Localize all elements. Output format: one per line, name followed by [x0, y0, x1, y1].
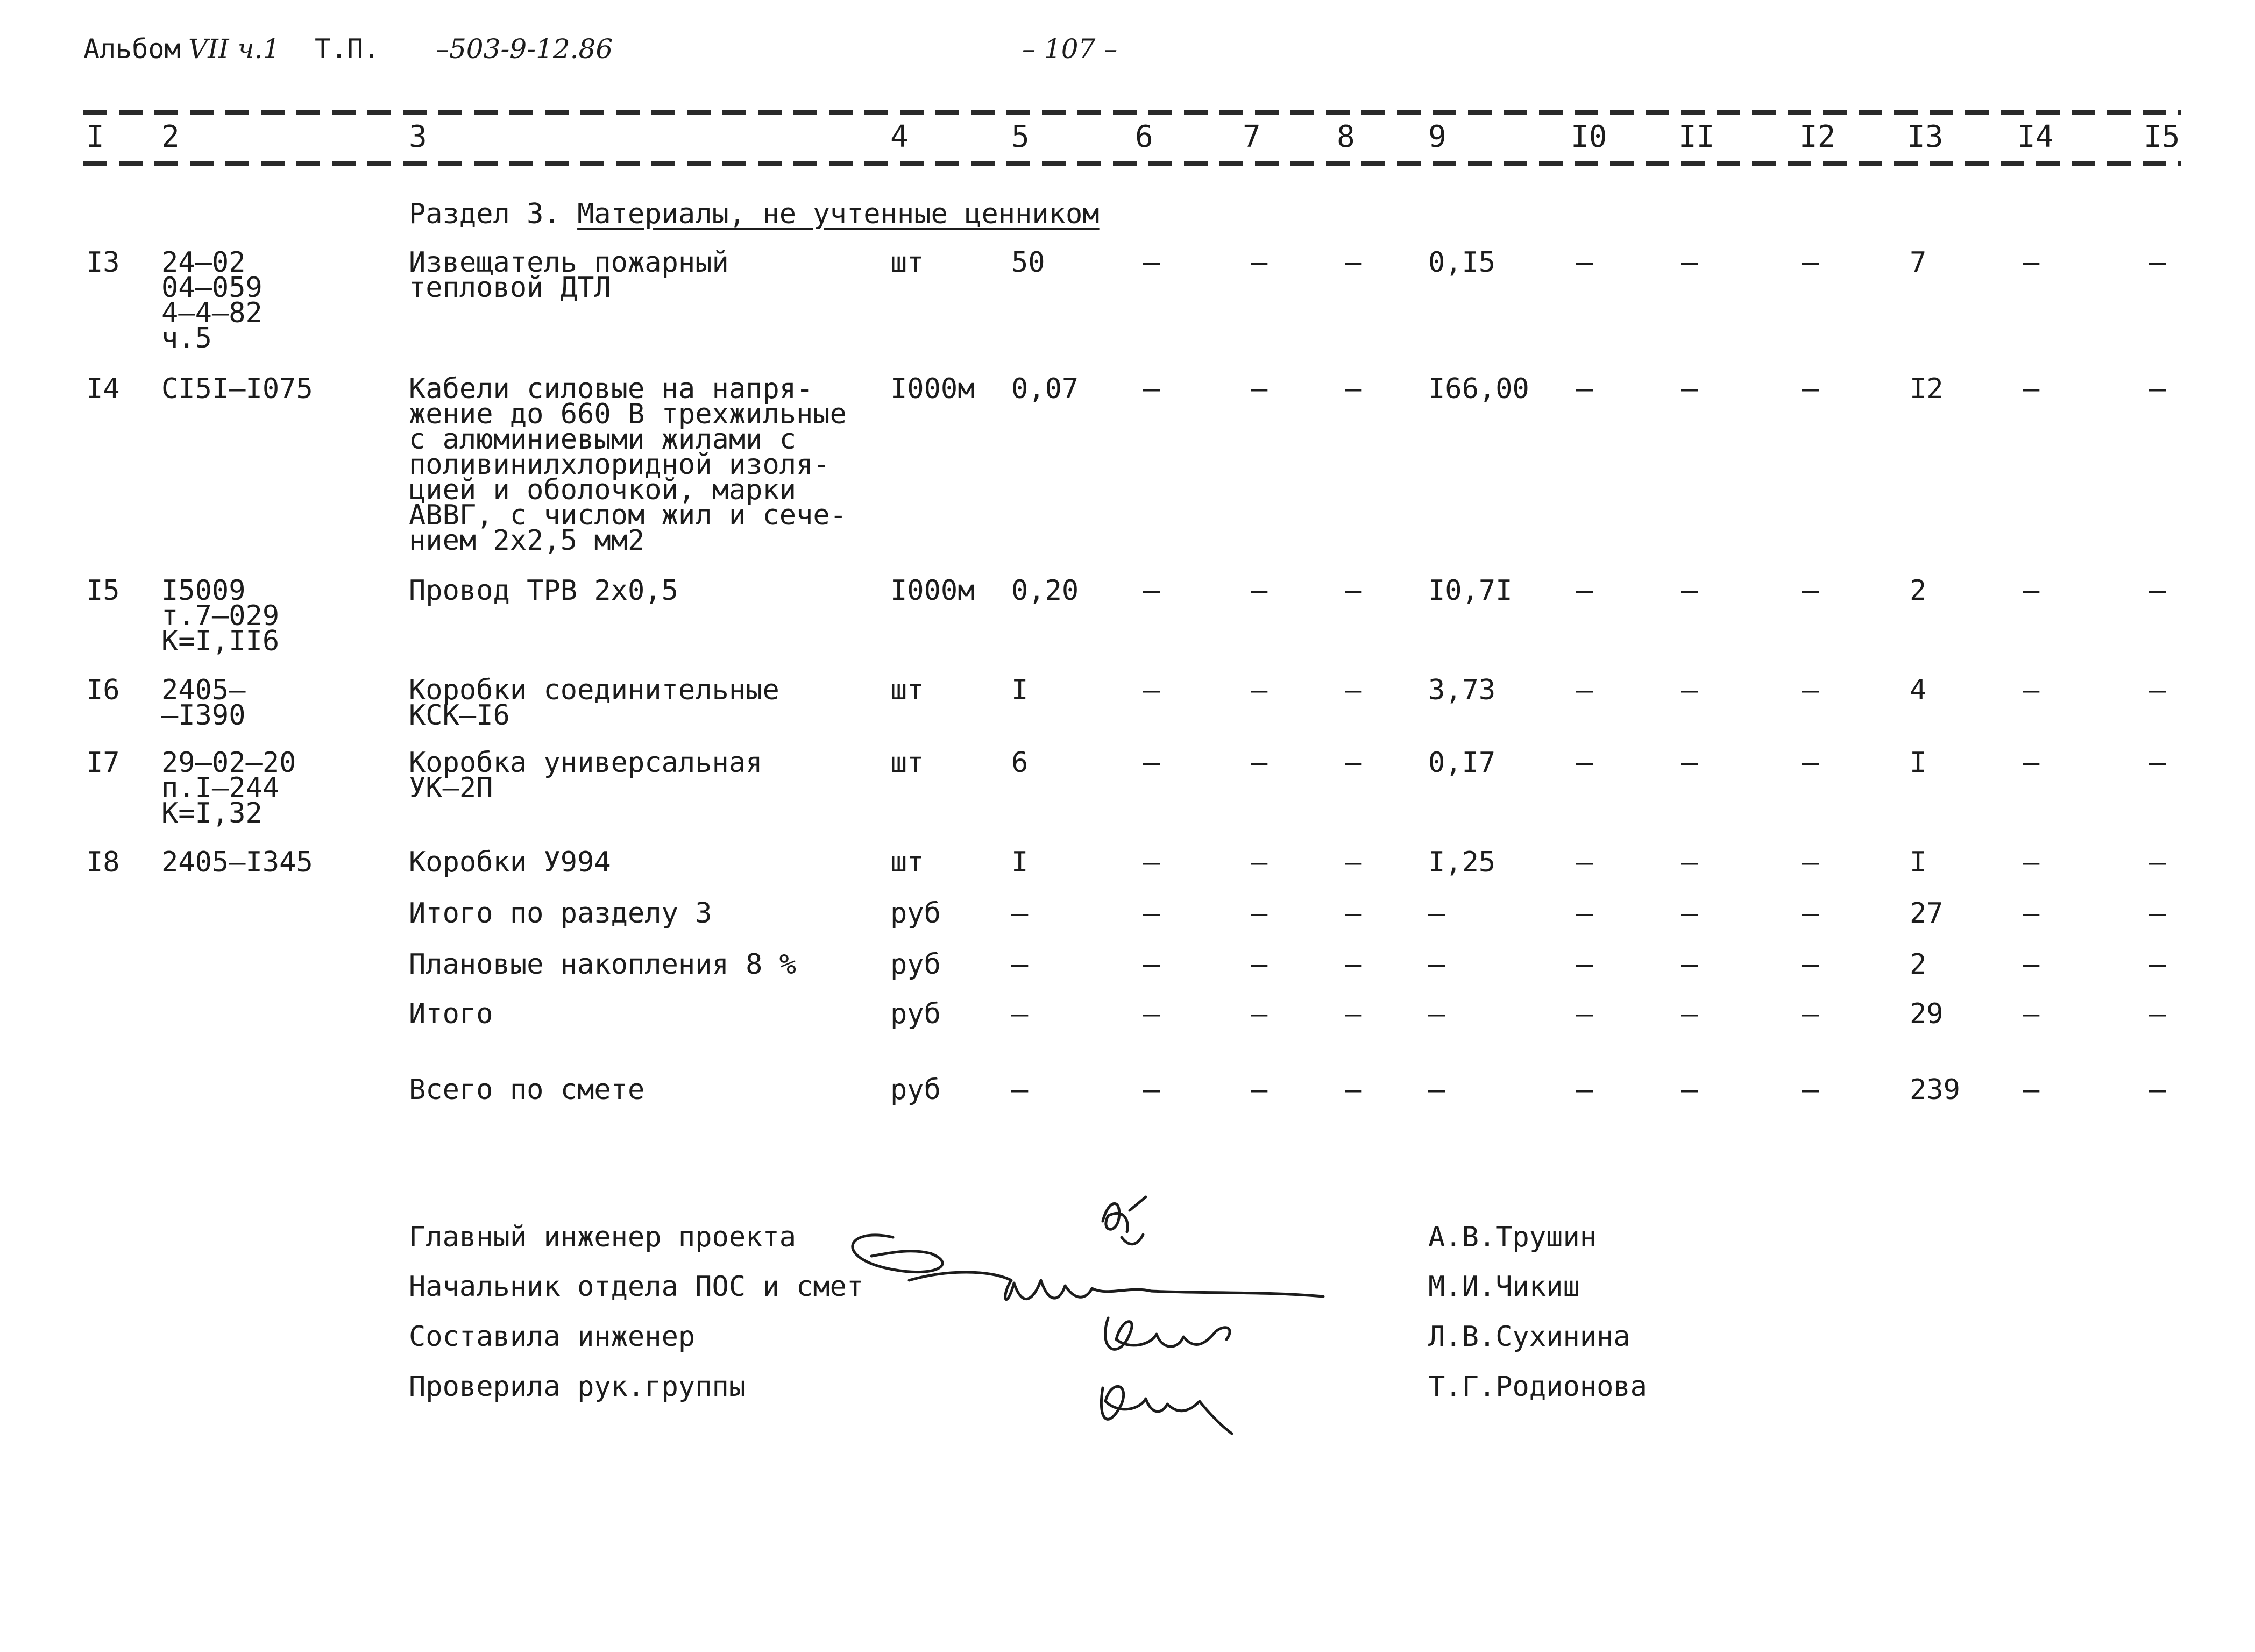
- cell-c5: 6: [1011, 747, 1029, 779]
- cell-c6: –: [1143, 674, 1160, 706]
- total-label: Итого по разделу 3: [409, 897, 712, 930]
- cell-c13: 4: [1910, 674, 1927, 706]
- cell-c14: –: [2023, 846, 2040, 878]
- section-title: [409, 198, 1100, 230]
- cell-c5: –: [1011, 1074, 1029, 1106]
- cell-c6: –: [1143, 373, 1160, 405]
- cell-c15: –: [2149, 246, 2166, 279]
- cell-c9: –: [1428, 998, 1445, 1030]
- cell-unit: шт: [890, 246, 924, 279]
- item-name: Коробки соединительные КСК–I6: [409, 674, 779, 732]
- price-code: I5009 т.7–029 К=I,II6: [161, 575, 280, 657]
- cell-c14: –: [2023, 747, 2040, 779]
- cell-c6: –: [1143, 948, 1160, 981]
- total-label: Всего по смете: [409, 1074, 645, 1106]
- cell-c13: 2: [1910, 948, 1927, 981]
- cell-c9: 3,73: [1428, 674, 1496, 706]
- cell-c6: –: [1143, 998, 1160, 1030]
- cell-c11: –: [1681, 998, 1698, 1030]
- cell-c7: –: [1251, 948, 1268, 981]
- cell-c13: I2: [1910, 373, 1944, 405]
- section-prefix: Раздел 3.: [409, 198, 578, 230]
- cell-c8: –: [1345, 674, 1362, 706]
- cell-c13: 2: [1910, 575, 1927, 607]
- column-number: I5: [2144, 119, 2180, 154]
- cell-c10: –: [1576, 575, 1593, 607]
- cell-c15: –: [2149, 747, 2166, 779]
- total-label: Итого: [409, 998, 493, 1030]
- cell-c14: –: [2023, 1074, 2040, 1106]
- cell-c12: –: [1802, 948, 1819, 981]
- cell-c7: –: [1251, 897, 1268, 930]
- signature-person: Л.В.Сухинина: [1428, 1321, 1630, 1353]
- price-code: 29–02–20 п.I–244 К=I,32: [161, 747, 296, 829]
- cell-c9: 0,I5: [1428, 246, 1496, 279]
- column-number: 4: [890, 119, 909, 154]
- header-top-rule: [83, 110, 2181, 115]
- cell-c8: –: [1345, 998, 1362, 1030]
- cell-c9: –: [1428, 897, 1445, 930]
- cell-unit: руб: [890, 1074, 941, 1106]
- cell-c12: –: [1802, 674, 1819, 706]
- cell-c14: –: [2023, 575, 2040, 607]
- cell-c11: –: [1681, 246, 1698, 279]
- cell-c7: –: [1251, 747, 1268, 779]
- cell-c15: –: [2149, 948, 2166, 981]
- cell-unit: шт: [890, 846, 924, 878]
- cell-c12: –: [1802, 747, 1819, 779]
- cell-c5: I: [1011, 674, 1029, 706]
- album-number: VII ч.1: [188, 33, 280, 65]
- cell-c10: –: [1576, 373, 1593, 405]
- price-code: 2405– –I390: [161, 674, 246, 732]
- cell-c13: 239: [1910, 1074, 1960, 1106]
- column-number: 3: [409, 119, 427, 154]
- cell-c8: –: [1345, 246, 1362, 279]
- cell-c5: I: [1011, 846, 1029, 878]
- cell-unit: шт: [890, 674, 924, 706]
- cell-c14: –: [2023, 998, 2040, 1030]
- item-name: Коробки У994: [409, 846, 611, 878]
- cell-c6: –: [1143, 575, 1160, 607]
- column-number: I: [86, 119, 104, 154]
- cell-c15: –: [2149, 674, 2166, 706]
- signature-person: А.В.Трушин: [1428, 1221, 1597, 1253]
- column-number: 5: [1011, 119, 1030, 154]
- cell-unit: руб: [890, 998, 941, 1030]
- cell-c6: –: [1143, 897, 1160, 930]
- column-number: 2: [161, 119, 180, 154]
- signature-person: М.И.Чикиш: [1428, 1271, 1580, 1303]
- tp-label: Т.П.: [315, 33, 380, 65]
- cell-c12: –: [1802, 897, 1819, 930]
- column-number: 9: [1428, 119, 1446, 154]
- cell-c7: –: [1251, 575, 1268, 607]
- signature-stroke-third: [1105, 1318, 1230, 1349]
- cell-c6: –: [1143, 1074, 1160, 1106]
- cell-c11: –: [1681, 897, 1698, 930]
- cell-c14: –: [2023, 948, 2040, 981]
- cell-c12: –: [1802, 373, 1819, 405]
- price-code: 2405–I345: [161, 846, 313, 878]
- cell-c12: –: [1802, 246, 1819, 279]
- cell-c11: –: [1681, 747, 1698, 779]
- cell-c6: –: [1143, 846, 1160, 878]
- cell-c15: –: [2149, 575, 2166, 607]
- cell-c12: –: [1802, 1074, 1819, 1106]
- cell-c7: –: [1251, 373, 1268, 405]
- cell-c9: I66,00: [1428, 373, 1529, 405]
- column-number: I3: [1907, 119, 1944, 154]
- signature-role: Начальник отдела ПОС и смет: [409, 1271, 864, 1303]
- cell-c13: 7: [1910, 246, 1927, 279]
- section-name: Материалы, не учтенные ценником: [577, 198, 1100, 230]
- cell-c9: 0,I7: [1428, 747, 1496, 779]
- column-number: I4: [2017, 119, 2054, 154]
- column-number: 8: [1337, 119, 1355, 154]
- cell-c10: –: [1576, 246, 1593, 279]
- item-name: Провод ТРВ 2х0,5: [409, 575, 678, 607]
- cell-c6: –: [1143, 747, 1160, 779]
- cell-c5: –: [1011, 948, 1029, 981]
- cell-c5: 50: [1011, 246, 1045, 279]
- cell-c13: I: [1910, 846, 1927, 878]
- cell-c15: –: [2149, 998, 2166, 1030]
- cell-c6: –: [1143, 246, 1160, 279]
- item-name: Кабели силовые на напря- жение до 660 В трехжильные с алюминиевыми жилами с поливинилхлоридной изоля- цией и оболочкой, марки АВВГ, с числом жил и сече- нием 2х2,5 мм2: [409, 373, 847, 557]
- item-name: Коробка универсальная УК–2П: [409, 747, 763, 804]
- page-number: – 107 –: [1022, 33, 1118, 65]
- row-number: I7: [86, 747, 120, 779]
- column-number: I0: [1571, 119, 1607, 154]
- cell-c12: –: [1802, 998, 1819, 1030]
- cell-c11: –: [1681, 948, 1698, 981]
- cell-c14: –: [2023, 246, 2040, 279]
- cell-c12: –: [1802, 575, 1819, 607]
- cell-unit: шт: [890, 747, 924, 779]
- cell-c9: I,25: [1428, 846, 1496, 878]
- signature-stroke-fourth: [1101, 1386, 1232, 1434]
- signature-stroke-top: [1103, 1197, 1146, 1244]
- row-number: I6: [86, 674, 120, 706]
- cell-c10: –: [1576, 747, 1593, 779]
- cell-c5: 0,20: [1011, 575, 1079, 607]
- project-number: –503-9-12.86: [436, 33, 613, 65]
- column-number: 7: [1243, 119, 1261, 154]
- cell-c8: –: [1345, 747, 1362, 779]
- cell-c8: –: [1345, 1074, 1362, 1106]
- cell-c9: –: [1428, 1074, 1445, 1106]
- cell-c15: –: [2149, 1074, 2166, 1106]
- cell-unit: I000м: [890, 373, 975, 405]
- signature-role: Составила инженер: [409, 1321, 696, 1353]
- cell-c10: –: [1576, 1074, 1593, 1106]
- cell-unit: руб: [890, 948, 941, 981]
- row-number: I5: [86, 575, 120, 607]
- cell-c10: –: [1576, 998, 1593, 1030]
- cell-c7: –: [1251, 674, 1268, 706]
- cell-c11: –: [1681, 674, 1698, 706]
- cell-c5: –: [1011, 998, 1029, 1030]
- cell-unit: руб: [890, 897, 941, 930]
- cell-c15: –: [2149, 373, 2166, 405]
- cell-c8: –: [1345, 373, 1362, 405]
- row-number: I8: [86, 846, 120, 878]
- cell-c13: 27: [1910, 897, 1944, 930]
- cell-c14: –: [2023, 897, 2040, 930]
- cell-c10: –: [1576, 674, 1593, 706]
- column-number: II: [1678, 119, 1715, 154]
- cell-c8: –: [1345, 948, 1362, 981]
- column-number: I2: [1799, 119, 1836, 154]
- cell-c11: –: [1681, 373, 1698, 405]
- cell-c8: –: [1345, 575, 1362, 607]
- cell-c14: –: [2023, 373, 2040, 405]
- header-bottom-rule: [83, 161, 2181, 166]
- cell-c10: –: [1576, 948, 1593, 981]
- handwritten-signatures: [828, 1189, 1345, 1458]
- price-code: CI5I–I075: [161, 373, 313, 405]
- cell-c7: –: [1251, 1074, 1268, 1106]
- signature-person: Т.Г.Родионова: [1428, 1371, 1647, 1403]
- cell-c15: –: [2149, 897, 2166, 930]
- cell-c8: –: [1345, 846, 1362, 878]
- cell-c5: –: [1011, 897, 1029, 930]
- cell-c11: –: [1681, 846, 1698, 878]
- signature-role: Главный инженер проекта: [409, 1221, 797, 1253]
- cell-c10: –: [1576, 897, 1593, 930]
- cell-c12: –: [1802, 846, 1819, 878]
- total-label: Плановые накопления 8 %: [409, 948, 797, 981]
- signature-stroke-main: [853, 1235, 1323, 1300]
- cell-c15: –: [2149, 846, 2166, 878]
- cell-c13: 29: [1910, 998, 1944, 1030]
- price-code: 24–02 04–059 4–4–82 ч.5: [161, 246, 263, 354]
- cell-c7: –: [1251, 846, 1268, 878]
- album-label: Альбом: [83, 33, 181, 65]
- cell-unit: I000м: [890, 575, 975, 607]
- cell-c9: I0,7I: [1428, 575, 1513, 607]
- signature-role: Проверила рук.группы: [409, 1371, 746, 1403]
- cell-c10: –: [1576, 846, 1593, 878]
- column-number: 6: [1135, 119, 1153, 154]
- cell-c8: –: [1345, 897, 1362, 930]
- cell-c7: –: [1251, 246, 1268, 279]
- cell-c13: I: [1910, 747, 1927, 779]
- row-number: I4: [86, 373, 120, 405]
- cell-c14: –: [2023, 674, 2040, 706]
- item-name: Извещатель пожарный тепловой ДТЛ: [409, 246, 729, 304]
- cell-c5: 0,07: [1011, 373, 1079, 405]
- cell-c9: –: [1428, 948, 1445, 981]
- cell-c11: –: [1681, 1074, 1698, 1106]
- cell-c7: –: [1251, 998, 1268, 1030]
- cell-c11: –: [1681, 575, 1698, 607]
- row-number: I3: [86, 246, 120, 279]
